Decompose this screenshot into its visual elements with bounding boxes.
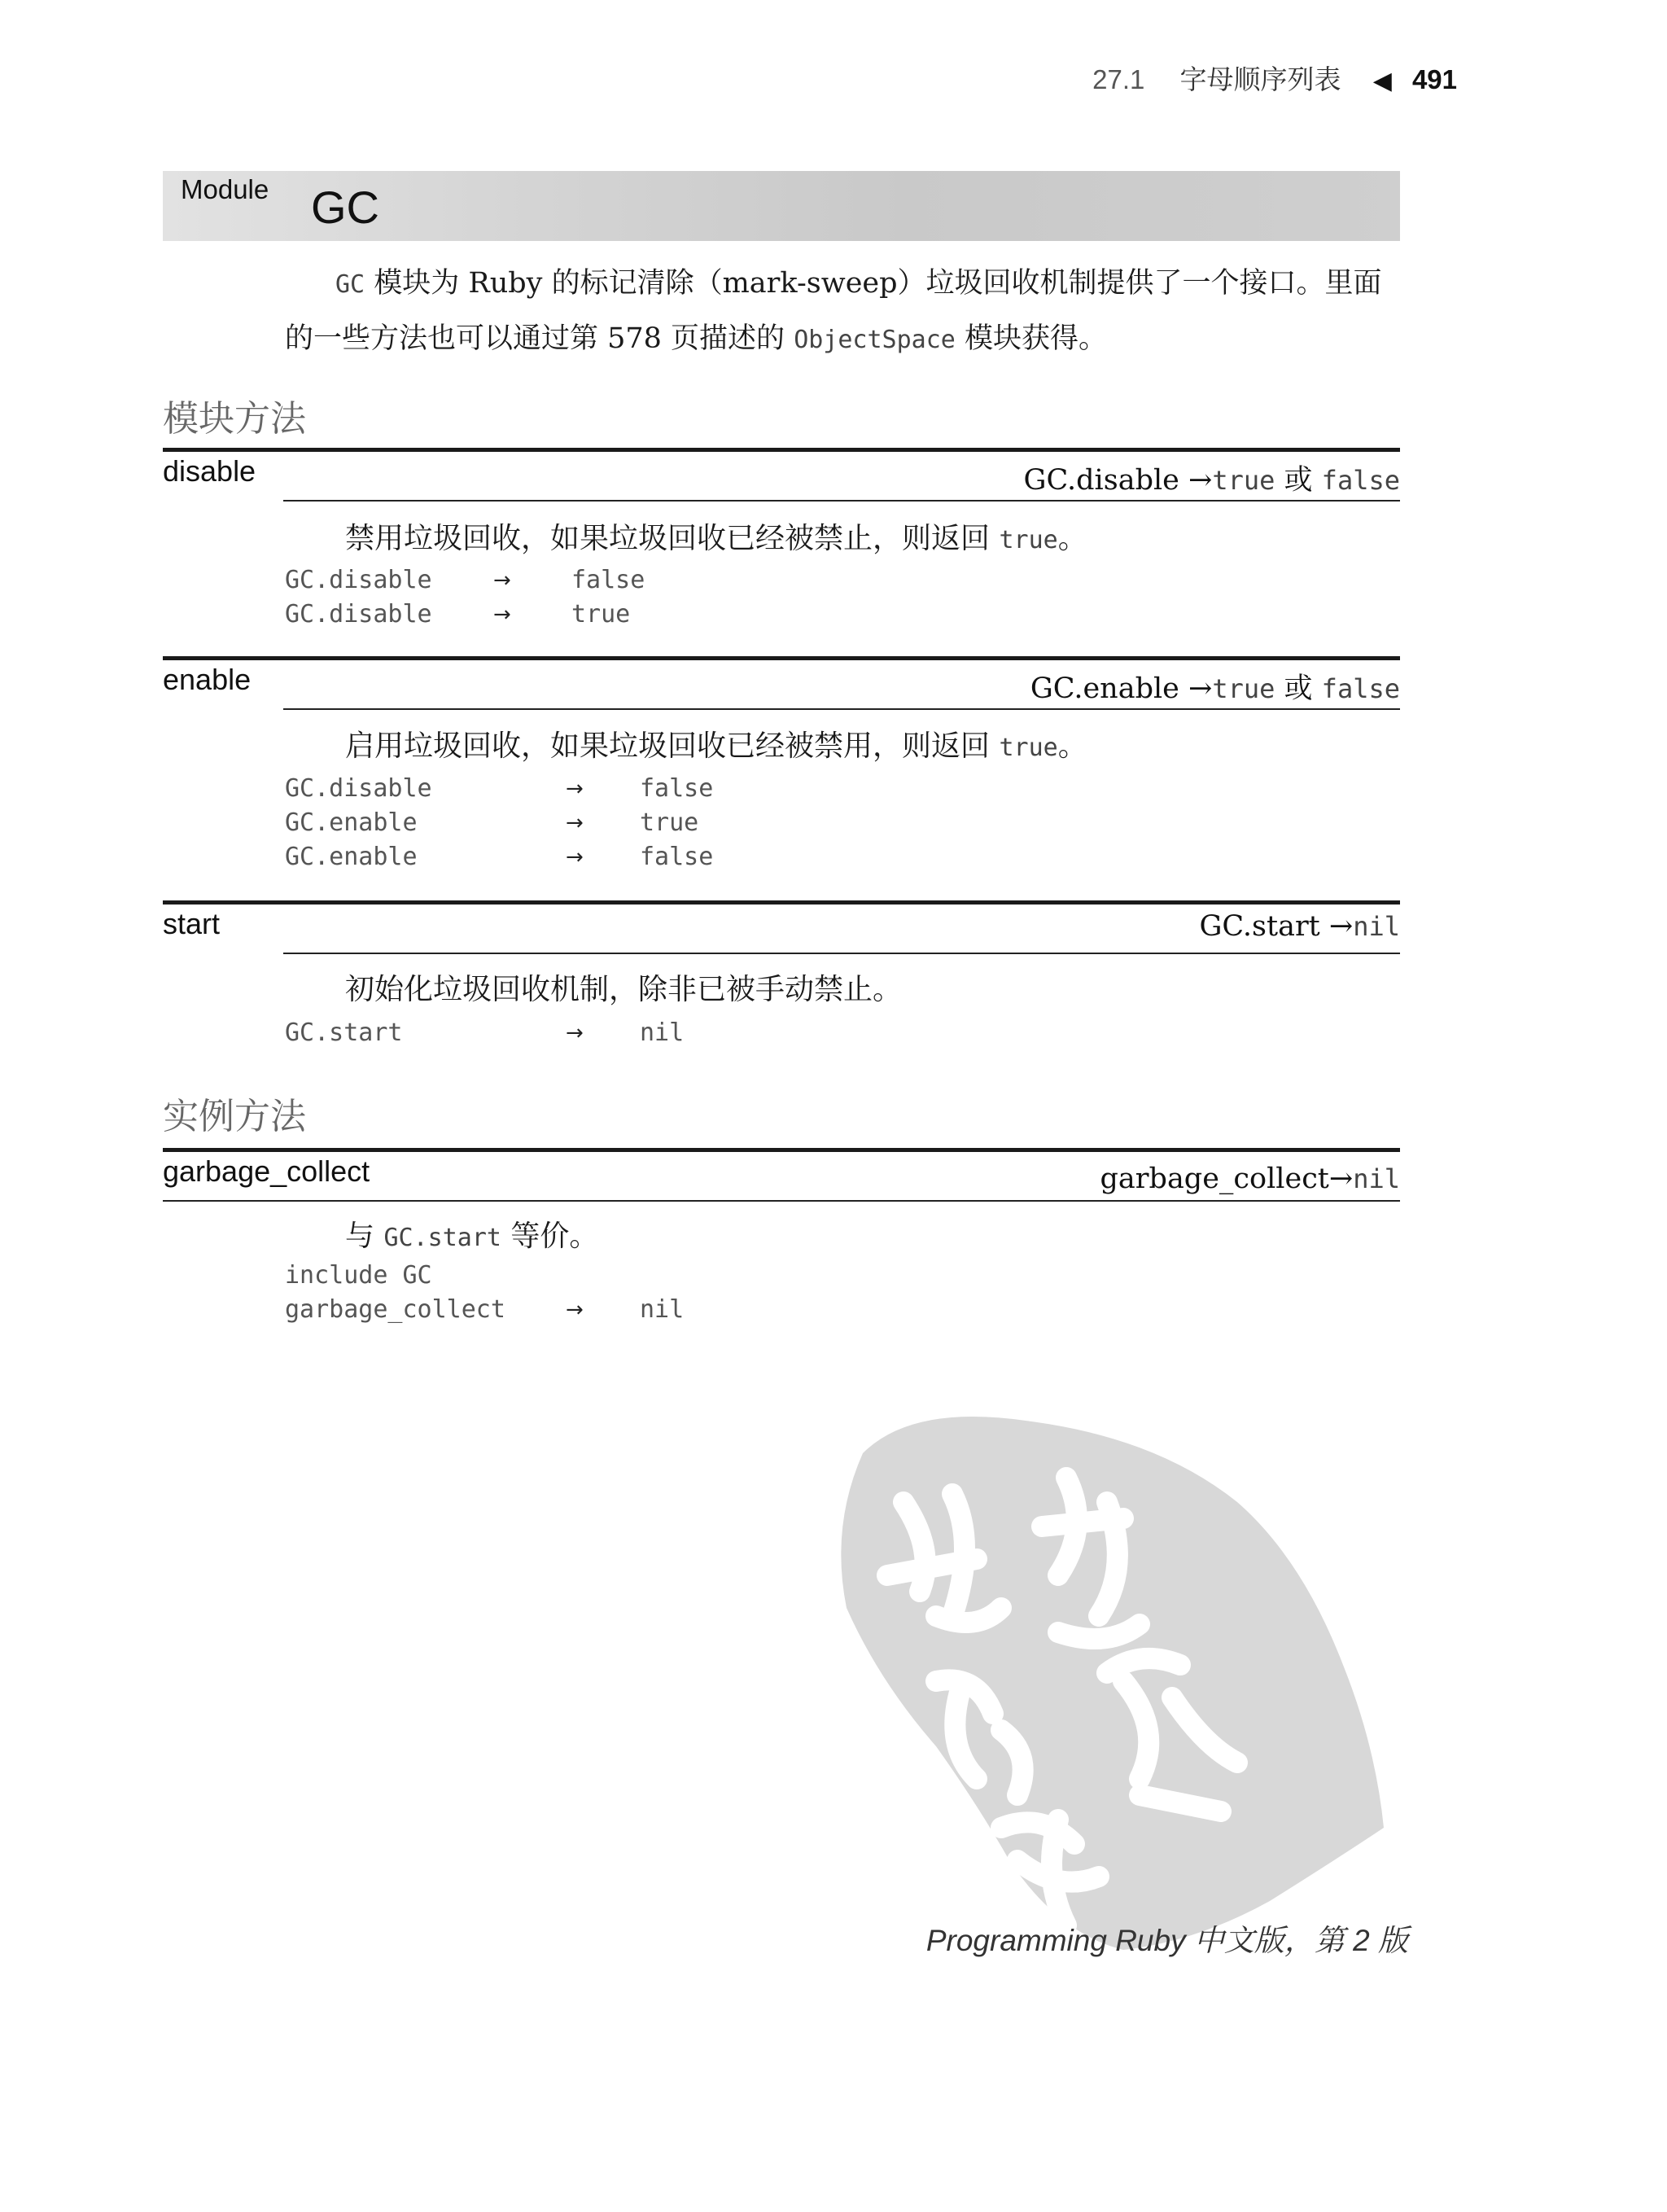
arrow-icon: → [493, 602, 511, 627]
code-row [285, 563, 936, 598]
code-expr: GC.disable [285, 774, 432, 803]
code-example-disable [285, 563, 936, 632]
footer-edition: 中文版，第 2 版 [1185, 1924, 1408, 1957]
signature-garbage-collect [1100, 1163, 1400, 1195]
page-number: 491 [1411, 64, 1457, 94]
method-rule-bottom [163, 1200, 1400, 1202]
arrow-icon: → [566, 1298, 584, 1322]
arrow-icon: → [493, 568, 511, 593]
description-post: 等价。 [501, 1220, 599, 1253]
signature-start [1199, 910, 1400, 943]
signature-false: false [1321, 673, 1400, 704]
code-example-garbage-collect [285, 1259, 1017, 1327]
code-result: true [640, 808, 699, 837]
intro-line2b: 模块获得。 [955, 322, 1108, 355]
code-expr: GC.disable [285, 566, 432, 594]
seal-stamp-icon [814, 1404, 1400, 1958]
signature-call: garbage_collect→ [1100, 1163, 1354, 1195]
signature-false: false [1321, 465, 1400, 496]
signature-or: 或 [1275, 672, 1322, 705]
code-row [285, 840, 1017, 874]
description-pre: 与 [345, 1220, 384, 1253]
signature-true: true [1212, 673, 1275, 704]
intro-line2a: 的一些方法也可以通过第 578 页描述的 [285, 322, 794, 355]
description-garbage-collect [345, 1213, 598, 1255]
arrow-icon: → [566, 811, 584, 835]
code-result: false [640, 843, 714, 871]
signature-call: GC.start → [1199, 910, 1354, 943]
intro-paragraph [285, 256, 1408, 367]
method-name-enable: enable [163, 663, 252, 696]
method-rule-top [163, 656, 1400, 660]
method-rule-bottom [283, 953, 1400, 954]
code-expr: garbage_collect [285, 1295, 505, 1324]
signature-return: nil [1353, 911, 1400, 942]
method-rule-top [163, 900, 1400, 905]
method-rule-bottom [283, 708, 1400, 710]
intro-objectspace-code: ObjectSpace [794, 326, 956, 354]
code-row [285, 598, 936, 632]
method-rule-bottom [283, 500, 1400, 502]
code-result: true [571, 600, 631, 629]
code-example-enable [285, 772, 1017, 874]
code-result: false [571, 566, 645, 594]
code-result: false [640, 774, 714, 803]
signature-enable [1030, 666, 1400, 707]
section-heading-instance-methods: 实例方法 [163, 1096, 306, 1137]
method-rule-top [163, 448, 1400, 452]
code-example-start [285, 1016, 1017, 1050]
code-expr: GC.enable [285, 808, 418, 837]
description-end: 。 [1057, 729, 1087, 763]
signature-or: 或 [1275, 464, 1322, 497]
method-rule-top [163, 1148, 1400, 1152]
signature-call: GC.disable → [1023, 464, 1213, 497]
footer-book-title: Programming Ruby [925, 1924, 1186, 1957]
arrow-icon: → [566, 777, 584, 801]
code-result: nil [640, 1018, 685, 1047]
method-name-garbage-collect: garbage_collect [163, 1154, 370, 1188]
description-code: true [999, 734, 1058, 762]
description-text: 禁用垃圾回收，如果垃圾回收已经被禁止，则返回 [345, 522, 1000, 555]
left-triangle-icon: ◀ [1372, 68, 1392, 94]
intro-line1: 模块为 Ruby 的标记清除（mark-sweep）垃圾回收机制提供了一个接口。里面 [365, 267, 1382, 300]
description-start: 初始化垃圾回收机制，除非已被手动禁止。 [345, 973, 903, 1006]
running-header [1092, 59, 1457, 97]
arrow-icon: → [566, 1021, 584, 1045]
code-row [285, 806, 1017, 840]
signature-call: GC.enable → [1030, 672, 1213, 705]
code-row [285, 1259, 1017, 1293]
code-row [285, 772, 1017, 806]
signature-return: nil [1353, 1163, 1400, 1194]
module-label: Module [181, 174, 269, 204]
description-end: 。 [1057, 522, 1087, 555]
section-number: 27.1 [1092, 64, 1145, 94]
section-title: 字母顺序列表 [1179, 64, 1341, 94]
code-expr: GC.enable [285, 843, 418, 871]
footer [926, 1916, 1408, 1960]
method-name-start: start [163, 907, 221, 940]
intro-gc-code: GC [335, 270, 365, 299]
code-expr: include GC [285, 1261, 432, 1290]
description-disable [345, 515, 1087, 557]
code-expr: GC.start [285, 1018, 403, 1047]
code-row [285, 1016, 1017, 1050]
description-code: true [999, 526, 1058, 554]
method-name-disable: disable [163, 454, 256, 488]
signature-true: true [1212, 465, 1275, 496]
arrow-icon: → [566, 845, 584, 869]
module-name: GC [311, 182, 379, 233]
code-result: nil [640, 1295, 685, 1324]
code-expr: GC.disable [285, 600, 432, 629]
section-heading-module-methods: 模块方法 [163, 398, 306, 440]
code-row [285, 1293, 1017, 1327]
description-code: GC.start [383, 1224, 501, 1252]
description-text: 启用垃圾回收，如果垃圾回收已经被禁用，则返回 [345, 729, 1000, 763]
description-enable [345, 723, 1087, 764]
signature-disable [1024, 458, 1400, 498]
